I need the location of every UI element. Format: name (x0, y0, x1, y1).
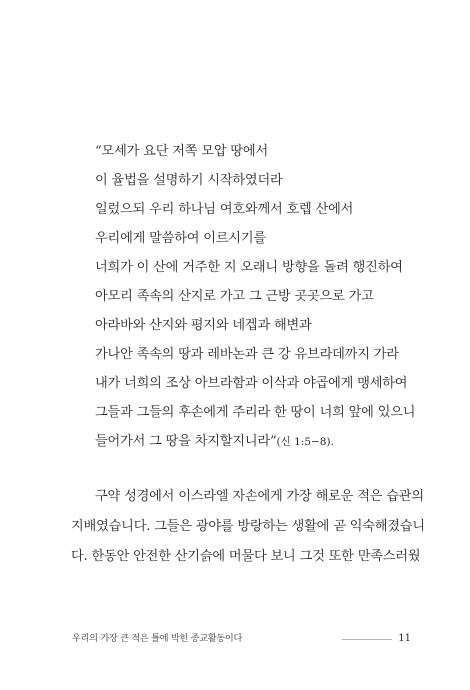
footer-divider (342, 639, 392, 640)
page-number: 11 (398, 633, 411, 644)
quote-line: 이 율법을 설명하기 시작하였더라 (95, 173, 283, 188)
quote-last-line (95, 433, 334, 451)
running-title: 우리의 가장 큰 적은 틀에 박힌 종교활동이다 (72, 633, 243, 644)
scripture-citation: (신 1:5−8). (276, 436, 334, 448)
page-footer (72, 631, 417, 647)
quote-line: 아라바와 산지와 평지와 네겝과 해변과 (95, 318, 312, 333)
quote-line: 가나안 족속의 땅과 레바논과 큰 강 유브라데까지 가라 (95, 347, 399, 362)
quote-line-text: 들어가서 그 땅을 차지할지니라” (95, 434, 277, 449)
quote-line: 그들과 그들의 후손에게 주리라 한 땅이 너희 앞에 있으니 (95, 405, 416, 420)
body-line: 다. 한동안 안전한 산기슭에 머물다 보니 그것 또한 만족스러웠 (71, 549, 421, 564)
body-line: 지배였습니다. 그들은 광야를 방랑하는 생활에 곧 익숙해졌습니 (71, 519, 425, 534)
quote-line: 우리에게 말씀하여 이르시기를 (95, 231, 266, 246)
quote-line: 너희가 이 산에 거주한 지 오래니 방향을 돌려 행진하여 (95, 260, 403, 275)
body-line: 구약 성경에서 이스라엘 자손에게 가장 해로운 적은 습관의 (95, 489, 424, 504)
quote-line: “모세가 요단 저쪽 모압 땅에서 (95, 144, 268, 159)
quote-line: 아모리 족속의 산지로 가고 그 근방 곳곳으로 가고 (95, 289, 374, 304)
quote-line: 일렀으되 우리 하나님 여호와께서 호렙 산에서 (95, 202, 354, 217)
quote-line: 내가 너희의 조상 아브라함과 이삭과 야곱에게 맹세하여 (95, 376, 408, 391)
